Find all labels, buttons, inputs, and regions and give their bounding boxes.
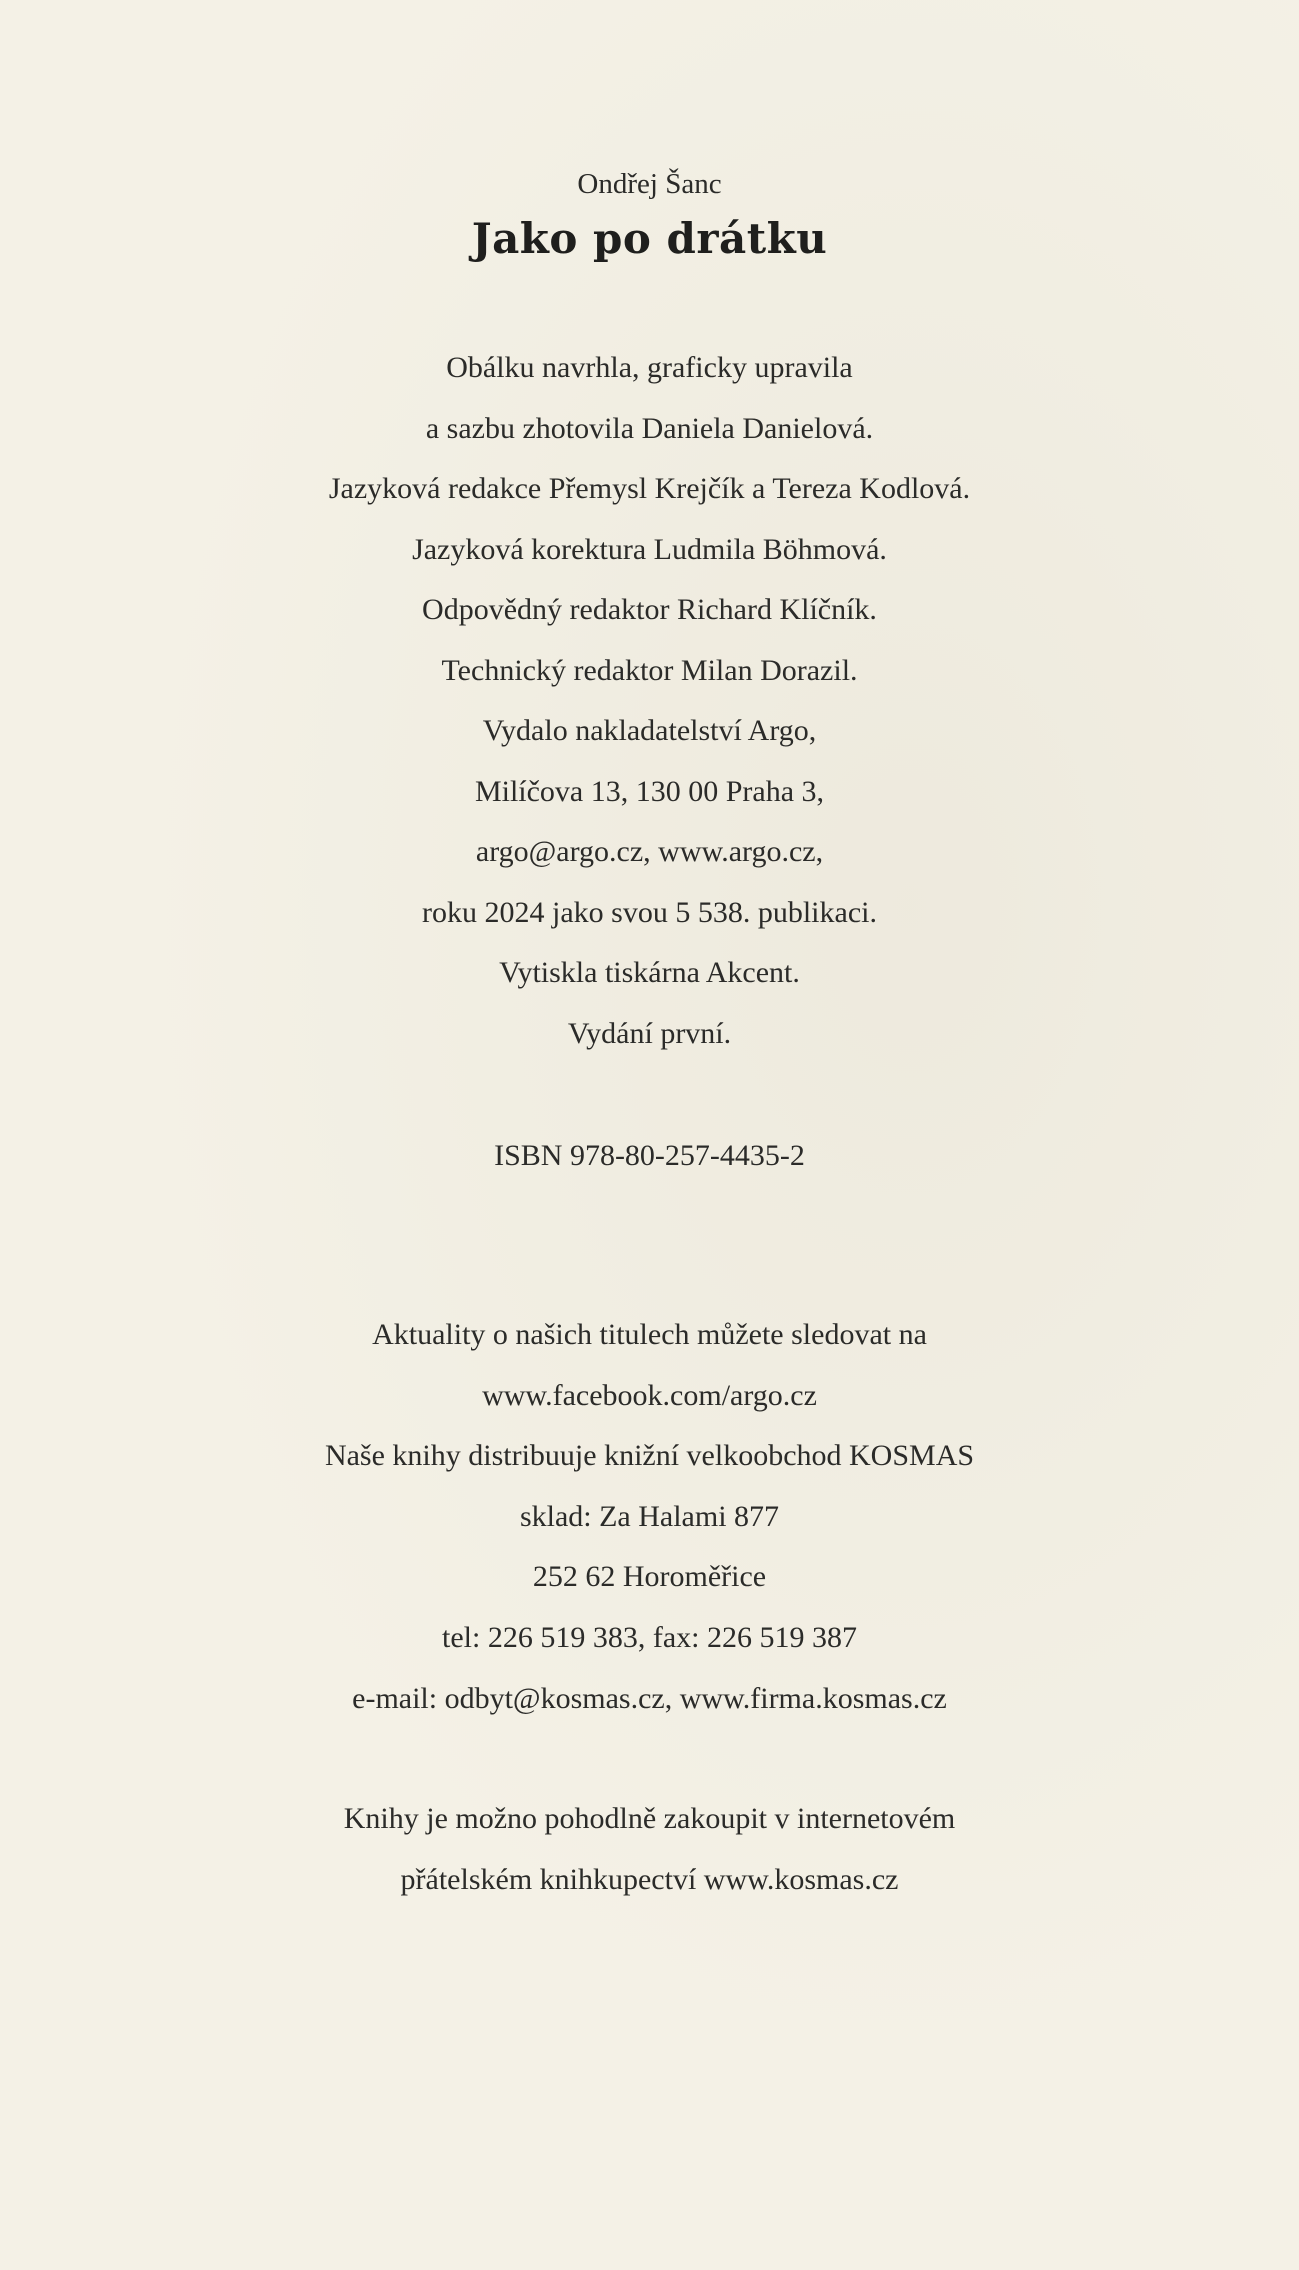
distribution-line: 252 62 Horoměřice: [532, 1560, 767, 1593]
book-title: Jako po drátku: [471, 214, 828, 263]
credit-line: Odpovědný redaktor Richard Klíčník.: [422, 593, 877, 626]
credit-line: argo@argo.cz, www.argo.cz,: [475, 835, 824, 868]
credit-line: roku 2024 jako svou 5 538. publikaci.: [422, 896, 877, 929]
distribution-line: www.facebook.com/argo.cz: [482, 1379, 817, 1412]
credit-line: Jazyková korektura Ludmila Böhmová.: [412, 533, 887, 566]
credit-line: a sazbu zhotovila Daniela Danielová.: [425, 412, 874, 445]
distribution-line: sklad: Za Halami 877: [519, 1500, 780, 1533]
credit-line: Technický redaktor Milan Dorazil.: [441, 654, 858, 687]
credit-line: Vytiskla tiskárna Akcent.: [499, 956, 800, 989]
credit-line: Obálku navrhla, graficky upravila: [446, 351, 853, 384]
distribution-line: tel: 226 519 383, fax: 226 519 387: [442, 1621, 857, 1654]
shop-line: Knihy je možno pohodlně zakoupit v internetovém: [343, 1802, 956, 1835]
author-name: Ondřej Šanc: [577, 168, 722, 200]
credit-line: Jazyková redakce Přemysl Krejčík a Tereza Kodlová.: [328, 472, 971, 505]
distribution-line: e-mail: odbyt@kosmas.cz, www.firma.kosmas.cz: [352, 1682, 947, 1715]
credit-line: Vydání první.: [567, 1017, 732, 1050]
shop-line: přátelském knihkupectví www.kosmas.cz: [400, 1863, 899, 1896]
distribution-line: Aktuality o našich titulech můžete sledovat na: [372, 1318, 927, 1351]
isbn: ISBN 978-80-257-4435-2: [494, 1139, 805, 1172]
distribution-line: Naše knihy distribuuje knižní velkoobchod KOSMAS: [324, 1439, 975, 1472]
credit-line: Vydalo nakladatelství Argo,: [482, 714, 817, 747]
credit-line: Milíčova 13, 130 00 Praha 3,: [474, 775, 825, 808]
